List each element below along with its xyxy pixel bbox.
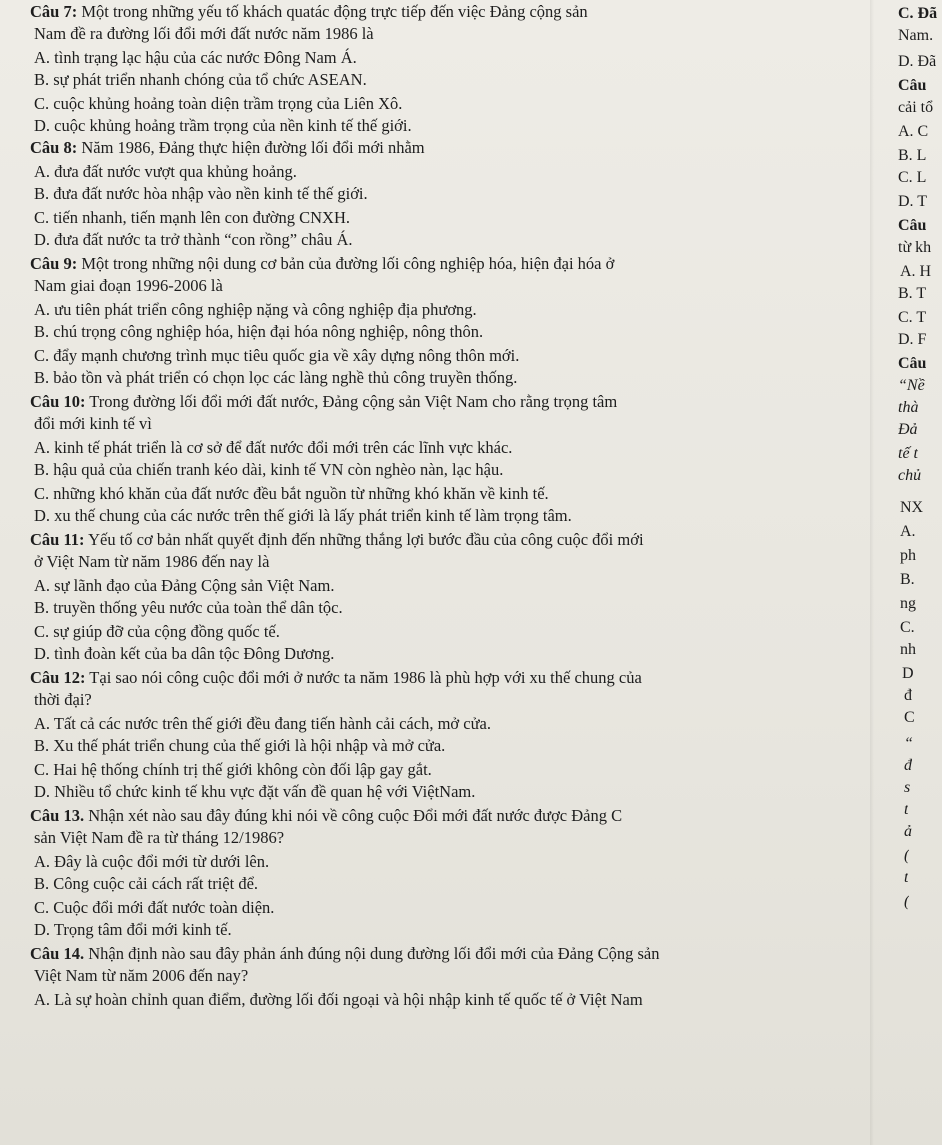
answer-text-line: D. đưa đất nước ta trở thành “con rồng” châu Á. [34,230,353,249]
answer-text-line: C. tiến nhanh, tiến mạnh lên con đường CNXH. [34,208,350,227]
answer-text-line: C. cuộc khủng hoảng toàn diện trầm trọng của Liên Xô. [34,94,403,113]
answer-text-line: Nam giai đoạn 1996-2006 là [34,276,223,295]
answer-text-line: B. đưa đất nước hòa nhập vào nền kinh tế thế giới. [34,184,368,203]
question-text: Nhận xét nào sau đây đúng khi nói về công cuộc Đổi mới đất nước được Đảng C [84,806,623,825]
answer-text-line: D. cuộc khủng hoảng trầm trọng của nền kinh tế thế giới. [34,116,412,135]
answer-text-line: B. truyền thống yêu nước của toàn thể dân tộc. [34,598,343,617]
answer-text-line: C. những khó khăn của đất nước đều bắt nguồn từ những khó khăn về kinh tế. [34,484,549,503]
cut-off-column-text: A. C [898,123,929,140]
answer-text-line: ở Việt Nam từ năm 1986 đến nay là [34,552,270,571]
cut-off-column-text: tế t [898,445,918,462]
question-text: Năm 1986, Đảng thực hiện đường lối đổi mới nhằm [77,138,425,157]
cut-off-column-text: ng [900,595,916,612]
question-text: Trong đường lối đổi mới đất nước, Đảng cộng sản Việt Nam cho rằng trọng tâm [85,392,618,411]
question-stem-line [30,2,588,22]
cut-off-column-text: Câu [898,355,927,372]
answer-text-line: B. Công cuộc cải cách rất triệt để. [34,874,259,893]
cut-off-column-text: C. L [898,169,927,186]
answer-text-line: A. tình trạng lạc hậu của các nước Đông Nam Á. [34,48,357,67]
cut-off-column-text: ph [900,547,916,564]
question-stem-line [30,138,425,158]
answer-text-line: A. Là sự hoàn chỉnh quan điểm, đường lối đối ngoại và hội nhập kinh tế quốc tế ở Việt Nam [34,990,643,1009]
cut-off-column-text: D [902,665,914,682]
cut-off-column-text: Câu [898,217,927,234]
answer-text-line: C. Cuộc đổi mới đất nước toàn diện. [34,898,275,917]
cut-off-column-text: ả [904,823,912,840]
question-number: Câu 12: [30,668,86,687]
question-stem-line [30,392,617,412]
answer-text-line: B. chú trọng công nghiệp hóa, hiện đại hóa nông nghiệp, nông thôn. [34,322,484,341]
answer-text-line: A. kinh tế phát triển là cơ sở để đất nước đổi mới trên các lĩnh vực khác. [34,438,513,457]
cut-off-column-text: t [904,801,909,818]
answer-text-line: D. tình đoàn kết của ba dân tộc Đông Dương. [34,644,335,663]
answer-text-line: D. Trọng tâm đổi mới kinh tế. [34,920,232,939]
answer-text-line: A. ưu tiên phát triển công nghiệp nặng và công nghiệp địa phương. [34,300,477,319]
cut-off-column-text: Đả [898,421,918,438]
cut-off-column-text: s [904,779,911,796]
cut-off-column-text: D. Đã [898,53,937,70]
cut-off-column-text: C. Đã [898,5,938,22]
cut-off-column-text: C [904,709,915,726]
answer-text-line: Việt Nam từ năm 2006 đến nay? [34,966,249,985]
answer-text-line: C. sự giúp đỡ của cộng đồng quốc tế. [34,622,280,641]
cut-off-column-text: D. F [898,331,927,348]
answer-text-line: D. Nhiều tổ chức kinh tế khu vực đặt vấn đề quan hệ với ViệtNam. [34,782,476,801]
question-number: Câu 8: [30,138,78,157]
question-number: Câu 13. [30,806,85,825]
cut-off-column-text: Câu [898,77,927,94]
answer-text-line: A. Tất cả các nước trên thế giới đều đang tiến hành cải cách, mở cửa. [34,714,491,733]
answer-text-line: A. Đây là cuộc đổi mới từ dưới lên. [34,852,270,871]
answer-text-line: C. Hai hệ thống chính trị thế giới không còn đối lập gay gắt. [34,760,432,779]
question-number: Câu 11: [30,530,85,549]
question-stem-line [30,944,660,964]
answer-text-line: thời đại? [34,690,92,709]
question-text: Yếu tố cơ bản nhất quyết định đến những thắng lợi bước đầu của công cuộc đổi mới [84,530,644,549]
cut-off-column-text: đ [904,757,912,774]
cut-off-column-text: C. [900,619,915,636]
question-stem-line [30,806,622,826]
answer-text-line: B. Xu thế phát triển chung của thế giới là hội nhập và mở cửa. [34,736,446,755]
cut-off-column-text: “ [904,735,913,752]
question-stem-line [30,668,642,688]
question-number: Câu 7: [30,2,78,21]
answer-text-line: đổi mới kinh tế vì [34,414,152,433]
cut-off-column-text: đ [904,687,912,704]
cut-off-column-text: t [904,869,909,886]
question-number: Câu 10: [30,392,86,411]
question-text: Tại sao nói công cuộc đổi mới ở nước ta năm 1986 là phù hợp với xu thế chung của [85,668,642,687]
cut-off-column-text: B. [900,571,915,588]
question-stem-line [30,254,614,274]
cut-off-column-text: ( [904,893,910,910]
cut-off-column-text: cải tổ [898,99,934,116]
cut-off-column-text: từ kh [898,239,932,256]
cut-off-column-text: ( [904,847,910,864]
answer-text-line: C. đẩy mạnh chương trình mục tiêu quốc gia về xây dựng nông thôn mới. [34,346,520,365]
cut-off-column-text: A. H [900,263,932,280]
question-stem-line [30,530,644,550]
answer-text-line: B. sự phát triển nhanh chóng của tổ chức ASEAN. [34,70,367,89]
answer-text-line: Nam đề ra đường lối đổi mới đất nước năm 1986 là [34,24,374,43]
answer-text-line: sản Việt Nam đề ra từ tháng 12/1986? [34,828,285,847]
cut-off-column-text: B. T [898,285,927,302]
question-text: Một trong những yếu tố khách quatác động trực tiếp đến việc Đảng cộng sản [77,2,588,21]
answer-text-line: B. hậu quả của chiến tranh kéo dài, kinh tế VN còn nghèo nàn, lạc hậu. [34,460,504,479]
page-fold-shadow [870,0,874,1145]
cut-off-column-text: C. T [898,309,927,326]
question-number: Câu 9: [30,254,78,273]
answer-text-line: A. đưa đất nước vượt qua khủng hoảng. [34,162,297,181]
cut-off-column-text: B. L [898,147,927,164]
cut-off-column-text: chủ [898,467,922,484]
cut-off-column-text: A. [900,523,916,540]
question-number: Câu 14. [30,944,85,963]
cut-off-column-text: NX [900,499,924,516]
answer-text-line: D. xu thế chung của các nước trên thế giới là lấy phát triển kinh tế làm trọng tâm. [34,506,572,525]
cut-off-column-text: D. T [898,193,928,210]
cut-off-column-text: “Nề [898,377,925,394]
cut-off-column-text: thà [898,399,919,416]
question-text: Một trong những nội dung cơ bản của đường lối công nghiệp hóa, hiện đại hóa ở [77,254,615,273]
cut-off-column-text: nh [900,641,916,658]
cut-off-column-text: Nam. [898,27,934,44]
answer-text-line: A. sự lãnh đạo của Đảng Cộng sản Việt Nam. [34,576,335,595]
question-text: Nhận định nào sau đây phản ánh đúng nội dung đường lối đổi mới của Đảng Cộng sản [84,944,660,963]
answer-text-line: B. bảo tồn và phát triển có chọn lọc các làng nghề thủ công truyền thống. [34,368,518,387]
